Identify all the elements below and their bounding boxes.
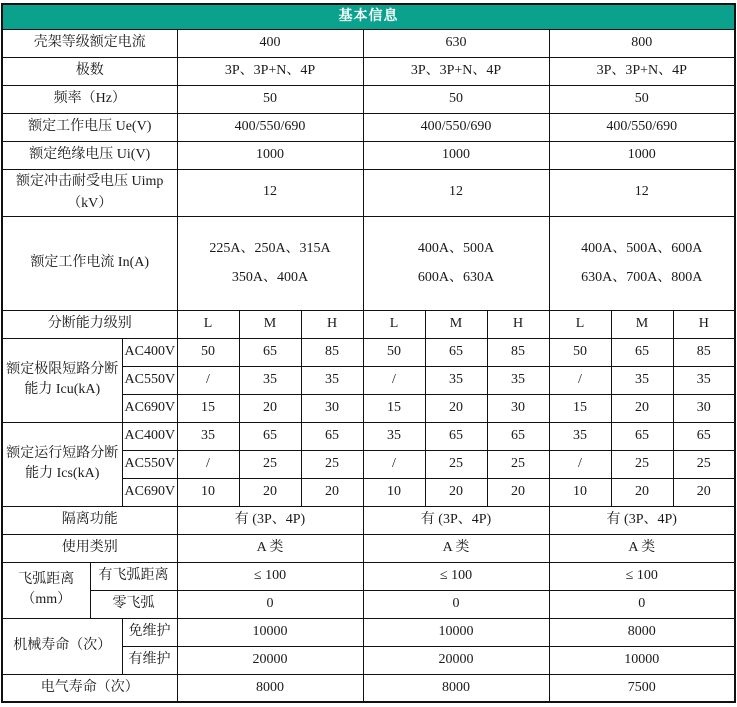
arc-label-line2: （mm） [21,592,72,607]
elec-life-value: 8000 [177,674,363,702]
ics-cell: 65 [611,422,673,450]
arc-cell: 0 [549,590,735,618]
ue-label: 额定工作电压 Ue(V) [2,113,177,141]
ue-value: 400/550/690 [177,113,363,141]
row-ics-ac400v [2,422,735,450]
icu-cell: / [549,366,611,394]
frequency-value: 50 [363,85,549,113]
in-current-line2: 350A、400A [231,270,309,285]
mech-life-label: 机械寿命（次） [2,618,122,674]
icu-sublabel: AC400V [122,338,177,366]
row-in-current [2,216,735,310]
utilization-value: A 类 [363,534,549,562]
uimp-value: 12 [363,169,549,216]
ics-cell: 65 [673,422,735,450]
ics-cell: 20 [611,478,673,506]
in-current-line2: 630A、700A、800A [581,270,703,285]
icu-cell: / [177,366,239,394]
ui-value: 1000 [363,141,549,169]
ics-label: 额定运行短路分断能力 Ics(kA) [2,422,122,506]
ics-cell: 65 [301,422,363,450]
row-ui [2,141,735,169]
row-poles [2,57,735,85]
icu-cell: 15 [549,394,611,422]
row-frequency [2,85,735,113]
icu-cell: 65 [239,338,301,366]
ics-cell: 35 [549,422,611,450]
icu-cell: 35 [239,366,301,394]
ics-cell: 65 [487,422,549,450]
breaking-class-cell: M [611,310,673,338]
ics-cell: 10 [363,478,425,506]
poles-label: 极数 [2,57,177,85]
basic-info-table [1,3,736,703]
ics-cell: 25 [301,450,363,478]
icu-cell: 30 [301,394,363,422]
ics-cell: 20 [487,478,549,506]
icu-cell: 20 [611,394,673,422]
row-elec-life [2,674,735,702]
icu-cell: 15 [177,394,239,422]
arc-cell: ≤ 100 [363,562,549,590]
icu-cell: 65 [611,338,673,366]
in-current-value [177,216,363,310]
frame-current-800: 800 [549,29,735,57]
mech-life-cell: 20000 [363,646,549,674]
icu-cell: 85 [673,338,735,366]
icu-cell: / [363,366,425,394]
arc-cell: ≤ 100 [177,562,363,590]
in-current-line2: 600A、630A [417,270,495,285]
icu-sublabel: AC550V [122,366,177,394]
ui-value: 1000 [177,141,363,169]
ics-cell: 25 [239,450,301,478]
ue-value: 400/550/690 [363,113,549,141]
icu-cell: 35 [673,366,735,394]
uimp-value: 12 [177,169,363,216]
icu-cell: 35 [611,366,673,394]
icu-cell: 20 [239,394,301,422]
icu-cell: 50 [363,338,425,366]
ics-cell: 35 [177,422,239,450]
uimp-label-line2: （kV） [67,195,113,211]
icu-cell: 30 [487,394,549,422]
ics-cell: 20 [239,478,301,506]
arc-label-line1: 飞弧距离 [18,571,75,587]
icu-label: 额定极限短路分断能力 Icu(kA) [2,338,122,422]
frequency-value: 50 [549,85,735,113]
breaking-class-cell: H [487,310,549,338]
ics-cell: 25 [611,450,673,478]
arc-cell: 0 [177,590,363,618]
breaking-class-cell: M [239,310,301,338]
in-current-line1: 400A、500A [417,241,495,256]
uimp-label [2,169,177,216]
ue-value: 400/550/690 [549,113,735,141]
row-icu-ac400v [2,338,735,366]
arc-label [2,562,90,618]
ics-sublabel: AC690V [122,478,177,506]
utilization-value: A 类 [549,534,735,562]
mech-life-sublabel: 免维护 [122,618,177,646]
frame-current-400: 400 [177,29,363,57]
poles-value: 3P、3P+N、4P [177,57,363,85]
breaking-class-cell: L [177,310,239,338]
row-mech-life-free [2,618,735,646]
mech-life-cell: 10000 [177,618,363,646]
ics-cell: / [363,450,425,478]
ics-cell: 25 [673,450,735,478]
ui-label: 额定绝缘电压 Ui(V) [2,141,177,169]
isolation-value: 有 (3P、4P) [363,506,549,534]
isolation-label: 隔离功能 [2,506,177,534]
in-current-label: 额定工作电流 In(A) [2,216,177,310]
row-arc-with [2,562,735,590]
icu-cell: 50 [177,338,239,366]
ics-cell: 20 [301,478,363,506]
icu-cell: 85 [487,338,549,366]
arc-cell: ≤ 100 [549,562,735,590]
arc-sublabel: 零飞弧 [90,590,177,618]
elec-life-label: 电气寿命（次） [2,674,177,702]
breaking-class-cell: L [549,310,611,338]
isolation-value: 有 (3P、4P) [549,506,735,534]
elec-life-value: 8000 [363,674,549,702]
frequency-label: 频率（Hz） [2,85,177,113]
in-current-value [549,216,735,310]
row-frame-current [2,29,735,57]
icu-cell: 35 [301,366,363,394]
ics-cell: 10 [549,478,611,506]
ics-cell: / [549,450,611,478]
frame-current-630: 630 [363,29,549,57]
mech-life-cell: 10000 [549,646,735,674]
breaking-class-cell: L [363,310,425,338]
row-arc-zero [2,590,735,618]
ics-cell: 20 [425,478,487,506]
ics-cell: 25 [487,450,549,478]
mech-life-cell: 8000 [549,618,735,646]
breaking-class-cell: H [673,310,735,338]
frame-current-label: 壳架等级额定电流 [2,29,177,57]
ics-sublabel: AC550V [122,450,177,478]
mech-life-cell: 10000 [363,618,549,646]
icu-cell: 50 [549,338,611,366]
utilization-value: A 类 [177,534,363,562]
poles-value: 3P、3P+N、4P [363,57,549,85]
ics-cell: 25 [425,450,487,478]
ics-cell: 65 [425,422,487,450]
uimp-label-line1: 额定冲击耐受电压 Uimp [16,173,164,189]
icu-cell: 65 [425,338,487,366]
ui-value: 1000 [549,141,735,169]
row-breaking-class [2,310,735,338]
icu-cell: 15 [363,394,425,422]
breaking-class-cell: M [425,310,487,338]
table-title: 基本信息 [2,4,735,29]
ics-cell: 20 [673,478,735,506]
breaking-class-label: 分断能力级别 [2,310,177,338]
mech-life-cell: 20000 [177,646,363,674]
in-current-line1: 400A、500A、600A [581,241,703,256]
icu-cell: 35 [487,366,549,394]
utilization-label: 使用类别 [2,534,177,562]
frequency-value: 50 [177,85,363,113]
ics-sublabel: AC400V [122,422,177,450]
isolation-value: 有 (3P、4P) [177,506,363,534]
arc-sublabel: 有飞弧距离 [90,562,177,590]
icu-sublabel: AC690V [122,394,177,422]
mech-life-sublabel: 有维护 [122,646,177,674]
uimp-value: 12 [549,169,735,216]
poles-value: 3P、3P+N、4P [549,57,735,85]
breaking-class-cell: H [301,310,363,338]
row-ue [2,113,735,141]
ics-cell: 10 [177,478,239,506]
icu-cell: 35 [425,366,487,394]
icu-cell: 85 [301,338,363,366]
row-isolation [2,506,735,534]
row-utilization [2,534,735,562]
arc-cell: 0 [363,590,549,618]
elec-life-value: 7500 [549,674,735,702]
row-title [2,4,735,29]
ics-cell: 65 [239,422,301,450]
in-current-line1: 225A、250A、315A [209,241,331,256]
ics-cell: 35 [363,422,425,450]
icu-cell: 20 [425,394,487,422]
row-uimp [2,169,735,216]
ics-cell: / [177,450,239,478]
in-current-value [363,216,549,310]
icu-cell: 30 [673,394,735,422]
